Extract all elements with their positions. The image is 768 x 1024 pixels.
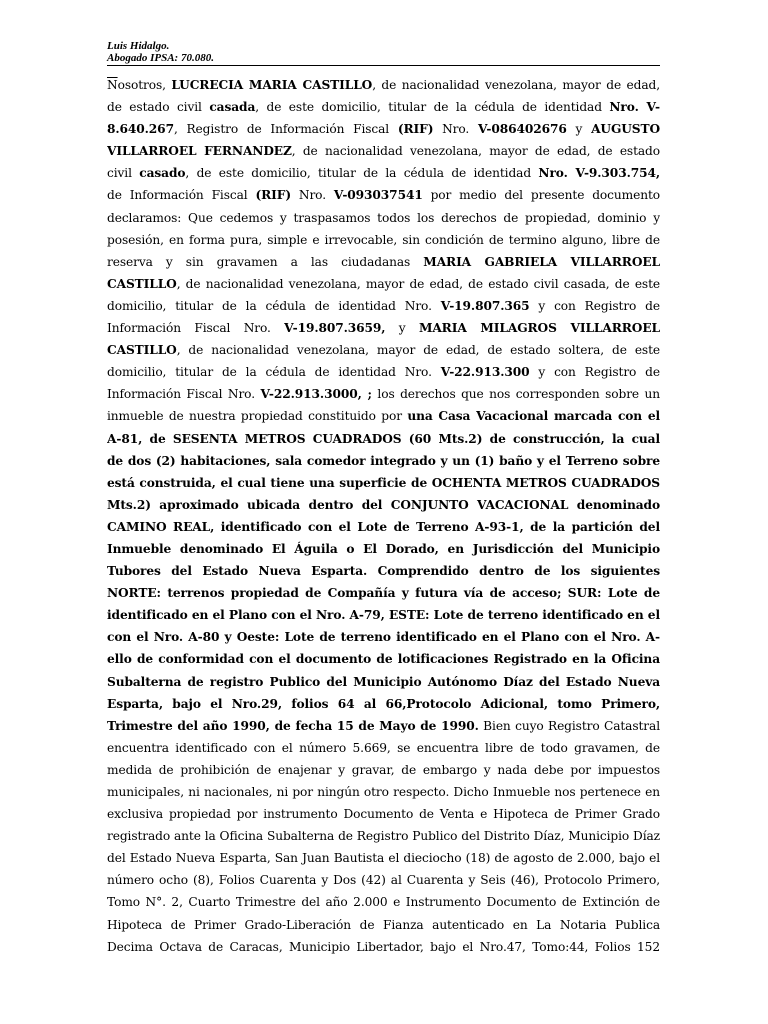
text-line (107, 825, 660, 847)
text-line (107, 251, 660, 273)
bold-text: ello de conformidad con el documento de lotificaciones Registrado en la Oficina (107, 652, 660, 667)
bold-text: Subalterna de registro Publico del Municipio Autónomo Díaz del Estado Nueva (107, 674, 660, 689)
text-run: registrado ante la Oficina Subalterna de Registro Publico del Distrito Díaz, Municipio Díaz (107, 829, 660, 844)
text-line (107, 560, 660, 582)
text-line (107, 273, 660, 295)
text-run: Tomo N°. 2, Cuarto Trimestre del año 2.000 e Instrumento Documento de Extinción de (107, 895, 660, 910)
bold-text: VILLARROEL FERNANDEZ (107, 144, 292, 159)
text-line (107, 450, 660, 472)
text-run: civil (107, 166, 140, 181)
lawyer-title: Abogado IPSA: 70.080. (107, 52, 214, 64)
text-run: de Información Fiscal (107, 188, 256, 203)
text-line (107, 891, 660, 913)
text-line (107, 184, 660, 206)
document-body (107, 74, 660, 958)
text-run: Bien cuyo Registro Catastral (483, 718, 660, 733)
text-line (107, 671, 660, 693)
bold-text: (RIF) (255, 188, 291, 203)
text-run: encuentra identificado con el número 5.669, se encuentra libre de todo gravamen, de (107, 740, 660, 755)
text-run: , de este domicilio, titular de la cédula de identidad (185, 166, 539, 181)
header-rule (107, 65, 660, 66)
bold-text: V-086402676 (477, 122, 567, 137)
text-run: posesión, en forma pura, simple e irrevocable, sin condición de termino alguno, libre de (107, 232, 660, 247)
text-run: medida de prohibición de enajenar y gravar, de embargo y nada debe por impuestos (107, 762, 660, 777)
text-run: Información Fiscal Nro. (107, 321, 285, 336)
text-run: , Registro de Información Fiscal (173, 122, 398, 137)
text-line (107, 339, 660, 361)
text-line (107, 118, 660, 140)
text-run: y (566, 122, 592, 137)
text-run: osotros, (117, 78, 172, 92)
text-run: y con Registro de (529, 298, 660, 313)
text-run: Nro. (290, 188, 334, 203)
text-line (107, 405, 660, 427)
bold-text: A-81, de SESENTA METROS CUADRADOS (60 Mts.2) de construcción, la cual (107, 431, 660, 446)
text-run: domicilio, titular de la cédula de identidad Nro. (107, 298, 441, 313)
bold-text: V-093037541 (333, 188, 423, 203)
text-line (107, 936, 660, 958)
bold-text: CASTILLO (107, 276, 177, 291)
text-line (107, 428, 660, 450)
text-run: y (385, 321, 419, 336)
text-run: , de este domicilio, titular de la cédula de identidad (255, 100, 610, 115)
text-run: número ocho (8), Folios Cuarenta y Dos (42) al Cuarenta y Seis (46), Protocolo Primero, (107, 873, 660, 888)
bold-text: Tubores del Estado Nueva Esparta. Comprendido dentro de los siguientes (107, 564, 660, 579)
bold-text: V-22.913.3000, ; (260, 387, 372, 402)
text-line (107, 847, 660, 869)
bold-text: V-19.807.3659, (284, 321, 386, 336)
text-line (107, 162, 660, 184)
bold-text: identificado en el Plano con el Nro. A-79, ESTE: Lote de terreno identificado en el (107, 608, 660, 623)
text-run: municipales, ni nacionales, ni por ningún otro respecto. Dicho Inmueble nos pertenece en (107, 785, 660, 799)
bold-text: está construida, el cual tiene una superficie de OCHENTA METROS CUADRADOS (107, 475, 660, 490)
bold-text: con el Nro. A-80 y Oeste: Lote de terreno identificado en el Plano con el Nro. A- (107, 630, 660, 645)
text-run: $\overline{N}$ (107, 78, 118, 92)
text-run: y con Registro de (529, 365, 660, 380)
text-line (107, 604, 660, 626)
text-line (107, 295, 660, 317)
text-line (107, 74, 660, 96)
bold-text: Trimestre del año 1990, de fecha 15 de Mayo de 1990. (107, 718, 479, 733)
text-run: inmueble de nuestra propiedad constituido por (107, 409, 408, 424)
letterhead (107, 40, 660, 64)
text-line (107, 781, 660, 803)
bold-text: MARIA MILAGROS VILLARROEL (418, 321, 660, 336)
text-line (107, 737, 660, 759)
text-run: Hipoteca de Primer Grado-Liberación de Fianza autenticado en La Notaria Publica (107, 917, 660, 932)
bold-text: Inmueble denominado El Águila o El Dorado, en Jurisdicción del Municipio (107, 541, 660, 556)
text-line (107, 229, 660, 251)
text-run: por medio del presente documento (422, 188, 660, 203)
bold-text: Mts.2) aproximado ubicada dentro del CONJUNTO VACACIONAL denominado (107, 497, 660, 512)
text-line (107, 494, 660, 516)
text-run: , de nacionalidad venezolana, mayor de edad, de estado (291, 144, 660, 159)
text-line (107, 516, 660, 538)
bold-text: CAMINO REAL, identificado con el Lote de Terreno A-93-1, de la partición del (107, 519, 660, 534)
lawyer-name: Luis Hidalgo. (107, 40, 170, 52)
text-line (107, 869, 660, 891)
text-run: exclusiva propiedad por instrumento Documento de Venta e Hipoteca de Primer Grado (107, 807, 660, 822)
text-line (107, 96, 660, 118)
text-line (107, 803, 660, 825)
text-run: declaramos: Que cedemos y traspasamos todos los derechos de propiedad, dominio y (107, 210, 660, 225)
bold-text: V-19.807.365 (440, 298, 530, 313)
text-line (107, 317, 660, 339)
text-run: , de nacionalidad venezolana, mayor de edad, de estado civil casada, de este (176, 276, 660, 291)
text-line (107, 472, 660, 494)
text-run: los derechos que nos corresponden sobre un (377, 387, 660, 402)
text-run: Información Fiscal Nro. (107, 387, 261, 402)
text-line (107, 914, 660, 936)
text-line (107, 383, 660, 405)
text-line (107, 759, 660, 781)
bold-text: NORTE: terrenos propiedad de Compañía y futura vía de acceso; SUR: Lote de (107, 586, 660, 601)
bold-text: Nro. V- (609, 100, 660, 115)
bold-text: una Casa Vacacional marcada con el (407, 409, 660, 424)
text-run: , de nacionalidad venezolana, mayor de edad, de estado soltera, de este (176, 343, 660, 358)
bold-text: Nro. V-9.303.754, (538, 166, 660, 181)
text-line (107, 582, 660, 604)
bold-text: (RIF) (397, 122, 434, 137)
text-run: Decima Octava de Caracas, Municipio Libertador, bajo el Nro.47, Tomo:44, Folios 152 (107, 939, 660, 954)
bold-text: CASTILLO (107, 343, 177, 358)
bold-text: casado (139, 166, 186, 181)
text-line (107, 648, 660, 670)
bold-text: MARIA GABRIELA VILLARROEL (423, 254, 660, 269)
text-line (107, 361, 660, 383)
text-line (107, 538, 660, 560)
text-line (107, 140, 660, 162)
text-run: del Estado Nueva Esparta, San Juan Bautista el dieciocho (18) de agosto de 2.000, bajo el (107, 851, 660, 866)
bold-text: AUGUSTO (591, 122, 660, 137)
bold-text: de dos (2) habitaciones, sala comedor integrado y un (1) baño y el Terreno sobre (107, 453, 660, 468)
bold-text: V-22.913.300 (440, 365, 530, 380)
text-run: , de nacionalidad venezolana, mayor de edad, (372, 78, 660, 92)
bold-text: LUCRECIA MARIA CASTILLO (171, 78, 373, 92)
text-line (107, 626, 660, 648)
text-line (107, 715, 660, 737)
text-run: domicilio, titular de la cédula de identidad Nro. (107, 365, 441, 380)
bold-text: 8.640.267 (107, 122, 174, 137)
text-run: Nro. (433, 122, 478, 137)
text-run: de estado civil (107, 100, 210, 115)
bold-text: Esparta, bajo el Nro.29, folios 64 al 66,Protocolo Adicional, tomo Primero, (107, 696, 660, 711)
bold-text: casada (209, 100, 256, 115)
text-line (107, 207, 660, 229)
text-line (107, 693, 660, 715)
text-run: reserva y sin gravamen a las ciudadanas (107, 254, 424, 269)
